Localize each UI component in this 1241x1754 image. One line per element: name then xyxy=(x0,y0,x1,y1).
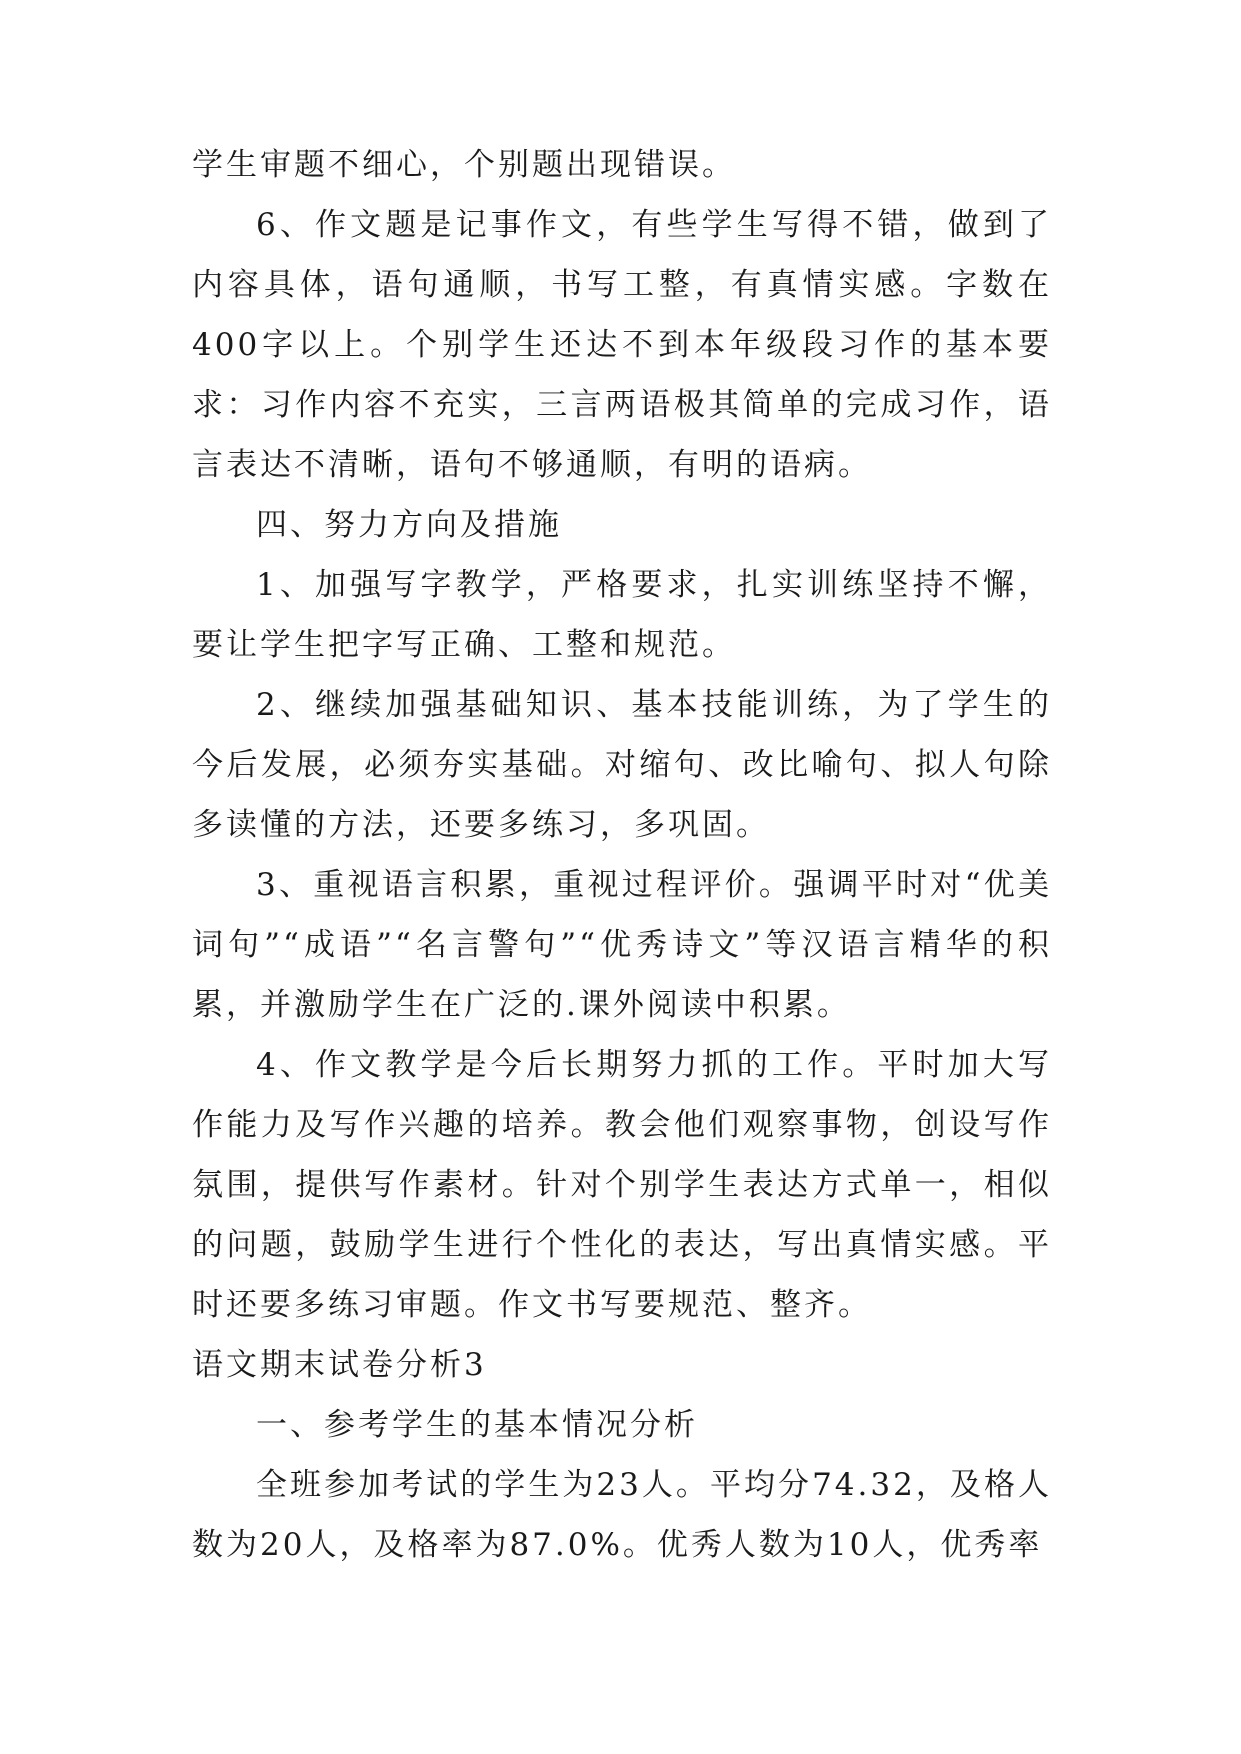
section-heading-improvement: 四、努力方向及措施 xyxy=(256,507,562,543)
paragraph-exam-stats: 全班参加考试的学生为23人。平均分74.32，及格人数为20人，及格率为87.0%。优秀人数为10人，优秀率 xyxy=(192,1467,1052,1563)
paragraph-measure-2: 2、继续加强基础知识、基本技能训练，为了学生的今后发展，必须夯实基础。对缩句、改比喻句、拟人句除多读懂的方法，还要多练习，多巩固。 xyxy=(192,687,1052,843)
paragraph-continuation: 学生审题不细心，个别题出现错误。 xyxy=(192,147,736,183)
document-title: 语文期末试卷分析3 xyxy=(192,1347,487,1383)
paragraph-measure-4: 4、作文教学是今后长期努力抓的工作。平时加大写作能力及写作兴趣的培养。教会他们观察事物，创设写作氛围，提供写作素材。针对个别学生表达方式单一，相似的问题，鼓励学生进行个性化的表达，写出真情实感。平时还要多练习审题。作文书写要规范、整齐。 xyxy=(192,1047,1052,1323)
paragraph-measure-1: 1、加强写字教学，严格要求，扎实训练坚持不懈，要让学生把字写正确、工整和规范。 xyxy=(192,567,1052,663)
paragraph-measure-3: 3、重视语言积累，重视过程评价。强调平时对“优美词句”“成语”“名言警句”“优秀诗文”等汉语言精华的积累，并激励学生在广泛的.课外阅读中积累。 xyxy=(192,867,1052,1023)
document-body xyxy=(192,135,1052,1575)
section-heading-basic-info: 一、参考学生的基本情况分析 xyxy=(256,1407,698,1443)
paragraph-composition-analysis: 6、作文题是记事作文，有些学生写得不错，做到了内容具体，语句通顺，书写工整，有真情实感。字数在400字以上。个别学生还达不到本年级段习作的基本要求：习作内容不充实，三言两语极其简单的完成习作，语言表达不清晰，语句不够通顺，有明的语病。 xyxy=(192,207,1052,483)
